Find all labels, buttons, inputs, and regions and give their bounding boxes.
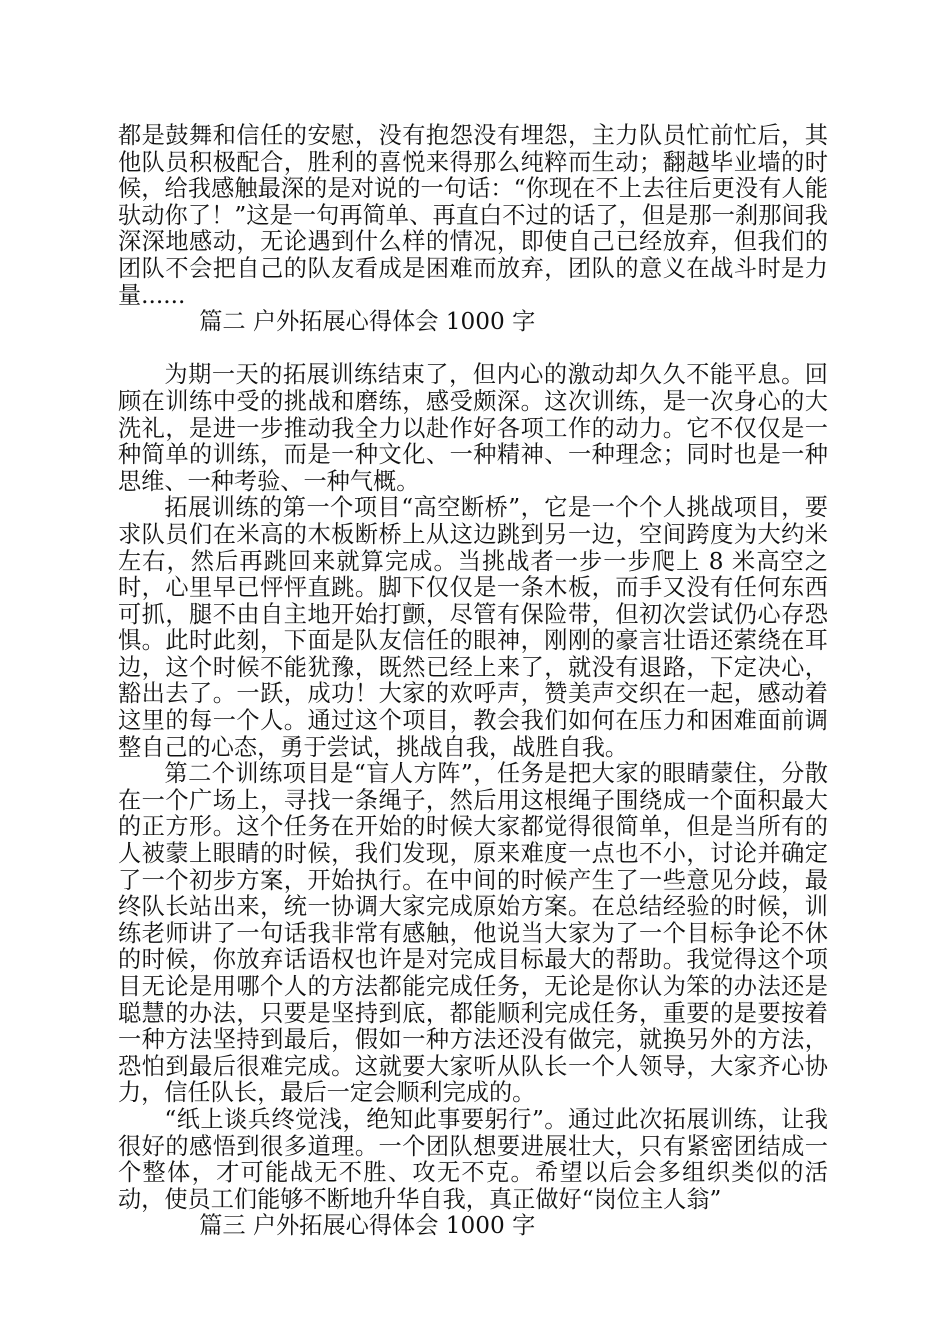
section-two-paragraph-2: 拓展训练的第一个项目“高空断桥”，它是一个个人挑战项目，要求队员们在米高的木板断桥上从这边跳到另一边，空间跨度为大约米左右，然后再跳回来就算完成。当挑战者一步一步爬上 8 米高空之时，心里早已怦怦直跳。脚下仅仅是一条木板，而手又没有任何东西可抓，腿不由自主地开始打颤，尽管有保险带，但初次尝试仍心存恐惧。此时此刻，下面是队友信任的眼神，刚刚的豪言壮语还萦绕在耳边，这个时候不能犹豫，既然已经上来了，就没有退路，下定决心，豁出去了。一跃，成功！大家的欢呼声，赞美声交织在一起，感动着这里的每一个人。通过这个项目，教会我们如何在压力和困难面前调整自己的心态，勇于尝试，挑战自我，战胜自我。 bbox=[118, 494, 828, 761]
section-three-heading: 篇三 户外拓展心得体会 1000 字 bbox=[199, 1212, 536, 1240]
section-two-paragraph-4: “纸上谈兵终觉浅，绝知此事要躬行”。通过此次拓展训练，让我很好的感悟到很多道理。一个团队想要进展壮大，只有紧密团结成一个整体，才可能战无不胜、攻无不克。希望以后会多组织类似的活动，使员工们能够不断地升华自我，真正做好“岗位主人翁” bbox=[118, 1105, 828, 1213]
section-two-heading: 篇二 户外拓展心得体会 1000 字 bbox=[199, 308, 536, 336]
section-two-paragraph-1: 为期一天的拓展训练结束了，但内心的激动却久久不能平息。回顾在训练中受的挑战和磨练，感受颇深。这次训练，是一次身心的大洗礼，是进一步推动我全力以赴作好各项工作的动力。它不仅仅是一种简单的训练，而是一种文化、一种精神、一种理念；同时也是一种思维、一种考验、一种气概。 bbox=[118, 361, 828, 495]
document-body bbox=[118, 123, 828, 1240]
intro-paragraph: 都是鼓舞和信任的安慰，没有抱怨没有埋怨，主力队员忙前忙后，其他队员积极配合，胜利的喜悦来得那么纯粹而生动；翻越毕业墙的时候，给我感触最深的是对说的一句话：“你现在不上去往后更没有人能驮动你了！”这是一句再简单、再直白不过的话了，但是那一刹那间我深深地感动，无论遇到什么样的情况，即使自己已经放弃，但我们的团队不会把自己的队友看成是困难而放弃，团队的意义在战斗时是力量...... bbox=[118, 122, 828, 309]
paragraph-gap bbox=[118, 336, 828, 363]
section-two-paragraph-3: 第二个训练项目是“盲人方阵”，任务是把大家的眼睛蒙住，分散在一个广场上，寻找一条绳子，然后用这根绳子围绕成一个面积最大的正方形。这个任务在开始的时候大家都觉得很简单，但是当所有的人被蒙上眼睛的时候，我们发现，原来难度一点也不小，讨论并确定了一个初步方案，开始执行。在中间的时候产生了一些意见分歧，最终队长站出来，统一协调大家完成原始方案。在总结经验的时候，训练老师讲了一句话我非常有感触，他说当大家为了一个目标争论不休的时候，你放弃话语权也许是对完成目标最大的帮助。我觉得这个项目无论是用哪个人的方法都能完成任务，无论是你认为笨的办法还是聪慧的办法，只要是坚持到底，都能顺利完成任务，重要的是要按着一种方法坚持到最后，假如一种方法还没有做完，就换另外的方法，恐怕到最后很难完成。这就要大家听从队长一个人领导，大家齐心协力，信任队长，最后一定会顺利完成的。 bbox=[118, 760, 828, 1107]
